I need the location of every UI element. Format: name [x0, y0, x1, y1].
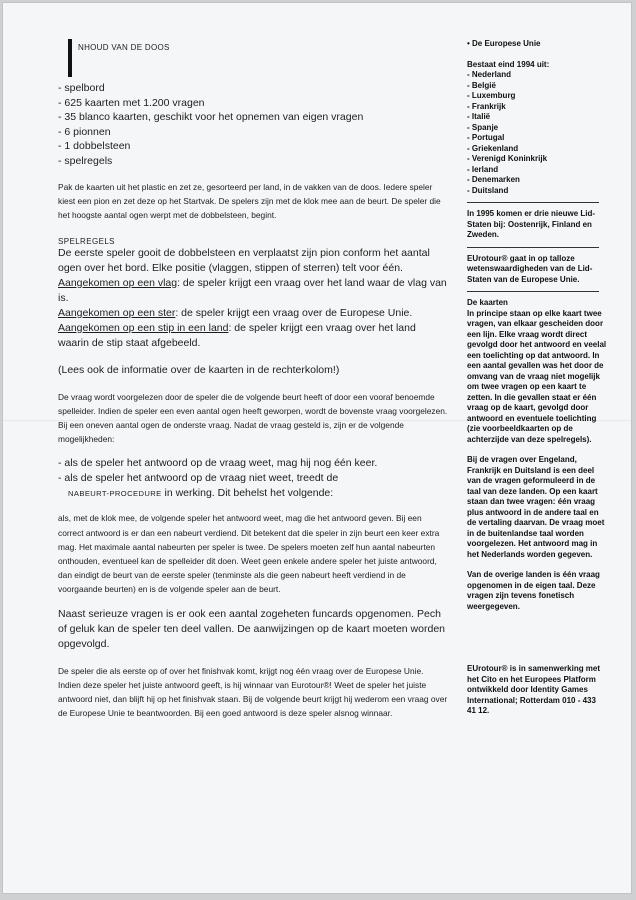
list-item: - spelbord [58, 82, 105, 94]
list-item: - Duitsland [467, 185, 509, 195]
divider [467, 202, 599, 203]
intro-paragraph: Pak de kaarten uit het plastic en zet ze, gesorteerd per land, in de vakken van de doos. Iedere speler kiest een pion en zet deze op het Startvak. De spelers zijn met de klok mee aan de beurt. De speler die het hoogste aantal ogen werpt met de dobbelsteen, begint. [58, 182, 441, 221]
list-item: - Denemarken [467, 175, 520, 184]
cards-heading: De kaarten [467, 298, 508, 307]
rules-paragraph-1: De eerste speler gooit de dobbelsteen en verplaatst zijn pion conform het aantal ogen over het bord. Elke positie (vlaggen, stippen of sterren) telt voor één. [58, 246, 430, 274]
winning-paragraph: De speler die als eerste op of over het finishvak komt, krijgt nog één vraag over de Europese Unie. Indien deze speler het juiste antwoord geeft, is hij winnaar van Eurotour®! Weet de speler het juiste antwoord niet, dan blijft hij op het finishvak staan. Bij de volgende beurt krijgt hij wederom een vraag over de Europese Unie te beantwoorden. Bij een goed antwoord is deze speler alsnog winnaar. [58, 665, 448, 719]
member-list [467, 70, 607, 196]
list-item: - Portugal [467, 133, 505, 142]
flag-rule [58, 276, 448, 306]
funcards-paragraph: Naast serieuze vragen is er ook een aantal zogeheten funcards opgenomen. Pech of geluk kan de speler ten deel vallen. De aanwijzingen op de kaart moeten worden opgevolgd. [58, 607, 445, 650]
list-item: - Spanje [467, 122, 499, 132]
credits-text: EUrotour® is in samenwerking met het Cito en het Europees Platform ontwikkeld door Identity Games International; Rotterdam 010 - 433 41 12. [467, 664, 601, 715]
contents-header [58, 39, 448, 81]
rules-paragraph-2: De vraag wordt voorgelezen door de speler die de volgende beurt heeft of door een vooraf benoemde spelleider. Indien de speler een even aantal ogen heeft geworpen, wordt de bovenste vraag voorgelezen. Bij een oneven aantal ogen de onderste vraag. Nadat de vraag gesteld is, zijn er de volgende mogelijkheden: [58, 391, 448, 445]
sidebar-column [467, 39, 607, 717]
flag-rule-label: Aangekomen op een vlag [58, 276, 178, 289]
star-rule [58, 306, 448, 321]
main-column [58, 39, 448, 720]
option-answer-unknown-text: - als de speler het antwoord op de vraag niet weet, treedt de [58, 472, 339, 485]
option-answer-unknown-rest: in werking. Dit behelst het volgende: [161, 487, 334, 500]
option-answer-known: - als de speler het antwoord op de vraag weet, mag hij nog één keer. [58, 457, 378, 470]
nabeurt-term: NABEURT-PROCEDURE [68, 489, 162, 499]
divider [467, 247, 599, 248]
list-item: - spelregels [58, 154, 113, 167]
list-item: - Frankrijk [467, 101, 506, 111]
sidebar-founded: Bestaat eind 1994 uit: [467, 59, 550, 69]
dot-rule [58, 321, 448, 351]
other-countries-text: Van de overige landen is één vraag opgenomen in de eigen taal. Deze vragen zijn tevens fonetisch weergegeven. [467, 570, 600, 611]
rules-sheet [3, 3, 631, 893]
list-item: - 35 blanco kaarten, geschikt voor het opnemen van eigen vragen [58, 111, 364, 123]
list-item: - Luxemburg [467, 91, 516, 100]
list-item: - 625 kaarten met 1.200 vragen [58, 96, 205, 109]
sidebar-1995: In 1995 komen er drie nieuwe Lid-Staten bij: Oostenrijk, Finland en Zweden. [467, 209, 596, 239]
languages-text: Bij de vragen over Engeland, Frankrijk en Duitsland is een deel van de vragen geformuleerd in de taal van deze landen. Op een kaart staan dan twee vragen: één vraag plus antwoord in de andere taal en de vertaling daarvan. De vraag moet in de buitenlandse taal worden voorgelezen. Het antwoord mag in het Nederlands worden gegeven. [467, 455, 605, 559]
sidebar-eurotour: EUrotour® gaat in op talloze wetenswaardigheden van de Lid-Staten van de Europese Unie. [467, 253, 593, 284]
star-rule-label: Aangekomen op een ster [58, 306, 176, 319]
list-item: - 6 pionnen [58, 125, 111, 138]
contents-title: NHOUD VAN DE DOOS [78, 43, 170, 52]
list-item: - 1 dobbelsteen [58, 140, 131, 152]
cards-text: In principe staan op elke kaart twee vragen, van elkaar gescheiden door een lijn. Elke vraag wordt direct gevolgd door het antwoord en veelal een toelichting op dat antwoord. In een aantal gevallen was het door de omvang van de vraag niet mogelijk om twee vragen op een kaart te zetten. In die gevallen staat er één vraag op de kaart, gevolgd door antwoord en eventuele toelichting (zie voorbeeldkaarten op de achterzijde van deze spelregels). [467, 308, 607, 444]
rules-note: (Lees ook de informatie over de kaarten in de rechterkolom!) [58, 363, 340, 376]
list-item: - Nederland [467, 70, 512, 79]
contents-list [58, 81, 448, 168]
rules-paragraph-3: als, met de klok mee, de volgende speler het antwoord weet, mag die het antwoord geven. Bij een correct antwoord is er dan een nabeurt verdiend. Dit betekent dat die speler in zijn beurt een keer extra mag. Het maximale aantal nabeurten per speler is twee. De spelers moeten zelf hun aantal nabeurten onthouden, eventueel kan de spelleider dit doen. Weet geen enkele andere speler het juiste antwoord, dan eindigt de beurt van de eerste speler (tenminste als die geen nabeurt heeft verdiend in de voorgaande beurten) en is de volgende speler aan de beurt. [58, 513, 440, 595]
list-item: - België [467, 80, 496, 90]
sidebar-heading: • De Europese Unie [467, 39, 541, 48]
list-item: - Verenigd Koninkrijk [467, 154, 548, 163]
flag-rule-text: : de speler krijgt een vraag over het land waar de vlag van is. [58, 276, 447, 304]
dot-rule-label: Aangekomen op een stip in een land [58, 321, 229, 334]
list-item: - Griekenland [467, 143, 519, 153]
dot-rule-text: : de speler krijgt een vraag over het land waarin de stip staat afgebeeld. [58, 321, 416, 349]
list-item: - Italië [467, 112, 491, 121]
option-answer-unknown [58, 471, 448, 501]
list-item: - Ierland [467, 164, 499, 174]
rules-heading: SPELREGELS [58, 236, 115, 246]
star-rule-text: : de speler krijgt een vraag over de Europese Unie. [175, 306, 413, 319]
divider [467, 291, 599, 292]
initial-letter-bar [68, 39, 72, 77]
